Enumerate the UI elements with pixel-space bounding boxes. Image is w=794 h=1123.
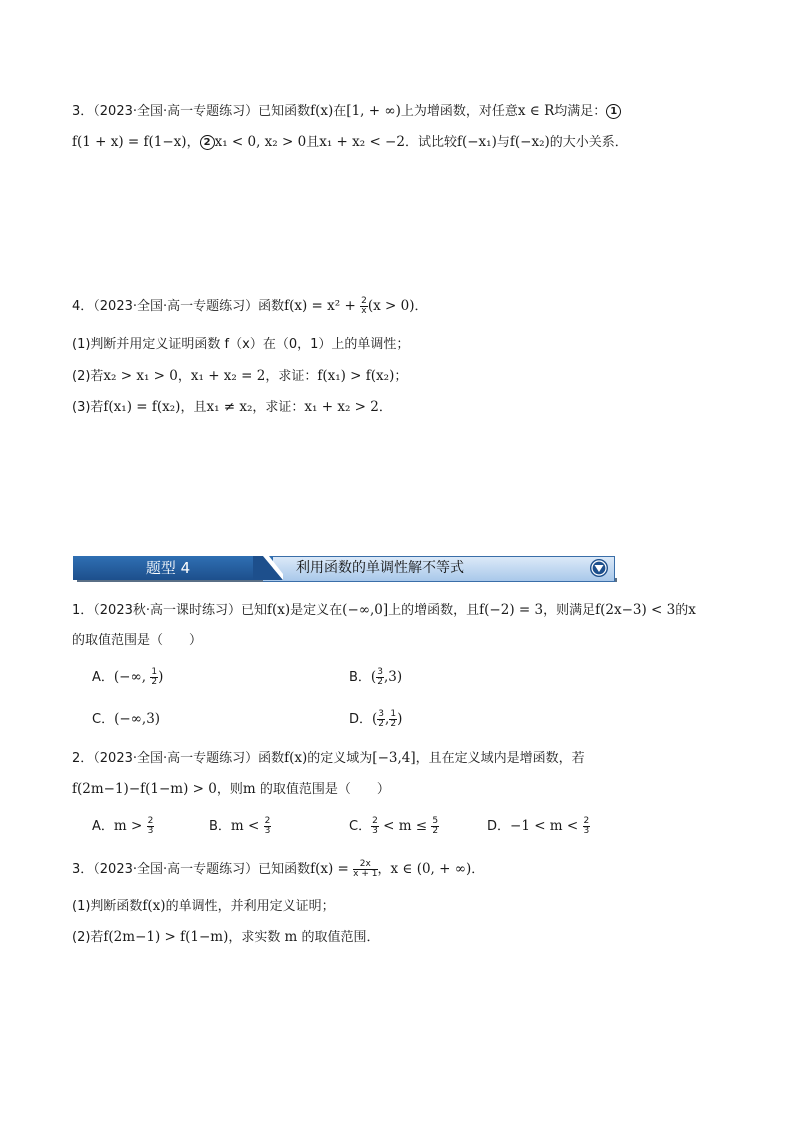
fraction xyxy=(371,817,379,836)
text: ； xyxy=(394,369,408,384)
section-banner xyxy=(73,556,615,582)
p2-line-1 xyxy=(72,749,585,768)
fraction xyxy=(431,817,439,836)
text: 的取值范围是（ ） xyxy=(255,782,390,797)
math: [1, + ∞) xyxy=(346,103,401,119)
text: 均满足： xyxy=(554,104,607,119)
option-label: D． xyxy=(349,712,373,727)
fraction xyxy=(150,668,158,687)
text: 与 xyxy=(496,135,510,150)
p2-option-b[interactable] xyxy=(209,817,271,836)
math: f(2m−1) > f(1−m) xyxy=(103,929,229,945)
text: (3)若 xyxy=(72,400,104,415)
p1-line-2: 的取值范围是（ ） xyxy=(72,633,203,648)
math: x₁ + x₂ = 2 xyxy=(190,368,266,384)
q3-line-2 xyxy=(72,133,628,152)
math: f(−2) = 3 xyxy=(479,602,544,618)
math: f(−x₂) xyxy=(509,134,550,150)
text: 是定义在 xyxy=(290,603,343,618)
math: f(x₁) > f(x₂) xyxy=(317,368,395,384)
text: ，则满足 xyxy=(543,603,596,618)
math: x₁ + x₂ < −2 xyxy=(319,134,405,150)
text: ，且在定义域内是增函数，若 xyxy=(415,751,585,766)
text: ， xyxy=(177,369,191,384)
math: f(x) xyxy=(142,898,166,914)
p1-option-d[interactable] xyxy=(349,710,402,729)
numerator: 2 xyxy=(361,296,367,306)
text: ．试比较 xyxy=(404,135,457,150)
numerator: 3 xyxy=(378,709,385,719)
text: 且 xyxy=(306,135,320,150)
text: (2)若 xyxy=(72,369,104,384)
p3-sub-2 xyxy=(72,928,379,947)
q4-sub-1: (1)判断并用定义证明函数 f（x）在（0，1）上的单调性； xyxy=(72,337,410,352)
numerator: 2 xyxy=(147,816,154,826)
denominator: 3 xyxy=(147,826,154,836)
text: (2)若 xyxy=(72,930,104,945)
denominator: x xyxy=(361,306,367,316)
math: ( xyxy=(372,711,378,727)
numerator: 3 xyxy=(377,667,383,677)
denominator: 2 xyxy=(432,826,439,836)
text: 1．（2023秋·高一课时练习）已知 xyxy=(72,603,267,618)
text: ，且 xyxy=(180,400,207,415)
numerator: 2 xyxy=(372,816,378,826)
math: < m ≤ xyxy=(378,818,432,834)
fraction xyxy=(583,817,591,836)
math: m < xyxy=(230,818,264,834)
numerator: 1 xyxy=(151,667,158,677)
numerator: 2x xyxy=(353,860,377,870)
text: ． xyxy=(414,299,428,314)
math: , xyxy=(385,711,390,727)
denominator: 3 xyxy=(372,826,378,836)
circled-number: 1 xyxy=(606,104,621,119)
text: 上的增函数，且 xyxy=(388,603,480,618)
math: (−∞,3) xyxy=(114,711,161,727)
text: ， xyxy=(186,135,200,150)
denominator: 2 xyxy=(151,677,158,687)
p1-line-1 xyxy=(72,601,696,620)
denominator: x + 1 xyxy=(353,869,378,879)
text: 的取值范围． xyxy=(297,930,380,945)
fraction xyxy=(147,817,155,836)
math: f(x) = xyxy=(310,861,354,877)
section-title: 利用函数的单调性解不等式 xyxy=(296,560,464,576)
denominator: 2 xyxy=(377,677,383,687)
p2-option-d[interactable] xyxy=(487,817,590,836)
math: ( xyxy=(370,669,377,685)
denominator: 2 xyxy=(390,719,397,729)
p2-line-2 xyxy=(72,780,390,799)
option-label: B． xyxy=(349,670,371,685)
q4-sub-3 xyxy=(72,398,392,417)
math: ) xyxy=(397,711,403,727)
fraction xyxy=(360,297,368,316)
text: ． xyxy=(471,862,485,877)
math: ) xyxy=(158,669,164,685)
math: x₁ + x₂ > 2 xyxy=(304,399,379,415)
math: f(x₁) = f(x₂) xyxy=(103,399,181,415)
math: −1 < m < xyxy=(510,818,583,834)
chevron-down-icon xyxy=(589,558,609,578)
math: (−∞,0] xyxy=(342,602,389,618)
numerator: 2 xyxy=(583,816,590,826)
math: x ∈ R xyxy=(517,103,555,119)
q3-line-1 xyxy=(72,102,621,121)
text: ，则 xyxy=(216,782,243,797)
text: 的 xyxy=(675,603,689,618)
text: 上为增函数，对任意 xyxy=(400,104,518,119)
p2-option-a[interactable] xyxy=(92,817,154,836)
option-label: A． xyxy=(92,670,114,685)
math: m xyxy=(242,781,256,797)
math: ,3) xyxy=(383,669,403,685)
text: 的单调性，并利用定义证明； xyxy=(165,899,335,914)
math: f(x) xyxy=(310,103,334,119)
text: 的大小关系． xyxy=(549,135,628,150)
p1-option-c[interactable] xyxy=(92,710,160,729)
option-label: D． xyxy=(487,819,511,834)
math: f(2m−1)−f(1−m) > 0 xyxy=(72,781,217,797)
denominator: 3 xyxy=(583,826,590,836)
text: 的定义域为 xyxy=(307,751,373,766)
p3-line-1 xyxy=(72,860,484,879)
option-label: C． xyxy=(92,712,115,727)
q4-intro: 4．（2023·全国·高一专题练习）函数 xyxy=(72,299,285,314)
text: 2．（2023·全国·高一专题练习）函数 xyxy=(72,751,285,766)
option-label: C． xyxy=(349,819,372,834)
math: f(1 + x) = f(1−x) xyxy=(72,134,187,150)
math: m xyxy=(284,929,298,945)
text: ，求实数 xyxy=(228,930,285,945)
text: ， xyxy=(377,862,391,877)
numerator: 2 xyxy=(264,816,271,826)
fraction xyxy=(376,668,384,687)
q3-intro: 3．（2023·全国·高一专题练习）已知函数 xyxy=(72,104,311,119)
math: f(−x₁) xyxy=(456,134,497,150)
section-tag: 题型 4 xyxy=(145,559,191,577)
fraction xyxy=(377,710,385,729)
math: f(x) xyxy=(284,750,308,766)
text: (1)判断函数 xyxy=(72,899,143,914)
option-label: B． xyxy=(209,819,231,834)
math: x₁ < 0, x₂ > 0 xyxy=(214,134,307,150)
text: ，求证： xyxy=(252,400,305,415)
math: f(x) xyxy=(267,602,291,618)
denominator: 2 xyxy=(378,719,385,729)
math: f(x) = x² + xyxy=(284,298,361,314)
text: ． xyxy=(378,400,392,415)
text: 3．（2023·全国·高一专题练习）已知函数 xyxy=(72,862,311,877)
p1-option-b[interactable] xyxy=(349,668,402,687)
p2-option-c[interactable] xyxy=(349,817,439,836)
math: (x > 0) xyxy=(367,298,415,314)
fraction xyxy=(353,860,377,879)
math: x₁ ≠ x₂ xyxy=(206,399,253,415)
math: x₂ > x₁ > 0 xyxy=(103,368,178,384)
p1-option-a[interactable] xyxy=(92,668,163,687)
q4-sub-2 xyxy=(72,367,407,386)
text: ，求证： xyxy=(265,369,318,384)
fraction xyxy=(389,710,397,729)
math: m > xyxy=(113,818,147,834)
option-label: A． xyxy=(92,819,114,834)
math: f(2x−3) < 3 xyxy=(595,602,676,618)
math: x xyxy=(688,602,696,618)
text: 在 xyxy=(333,104,347,119)
denominator: 3 xyxy=(264,826,271,836)
fraction xyxy=(264,817,272,836)
math: (−∞, xyxy=(113,669,151,685)
math: [−3,4] xyxy=(372,750,416,766)
circled-number: 2 xyxy=(200,135,215,150)
numerator: 5 xyxy=(432,816,439,826)
numerator: 1 xyxy=(390,709,397,719)
q4-line-1 xyxy=(72,297,427,316)
p3-sub-1 xyxy=(72,897,335,916)
math: x ∈ (0, + ∞) xyxy=(390,861,472,877)
